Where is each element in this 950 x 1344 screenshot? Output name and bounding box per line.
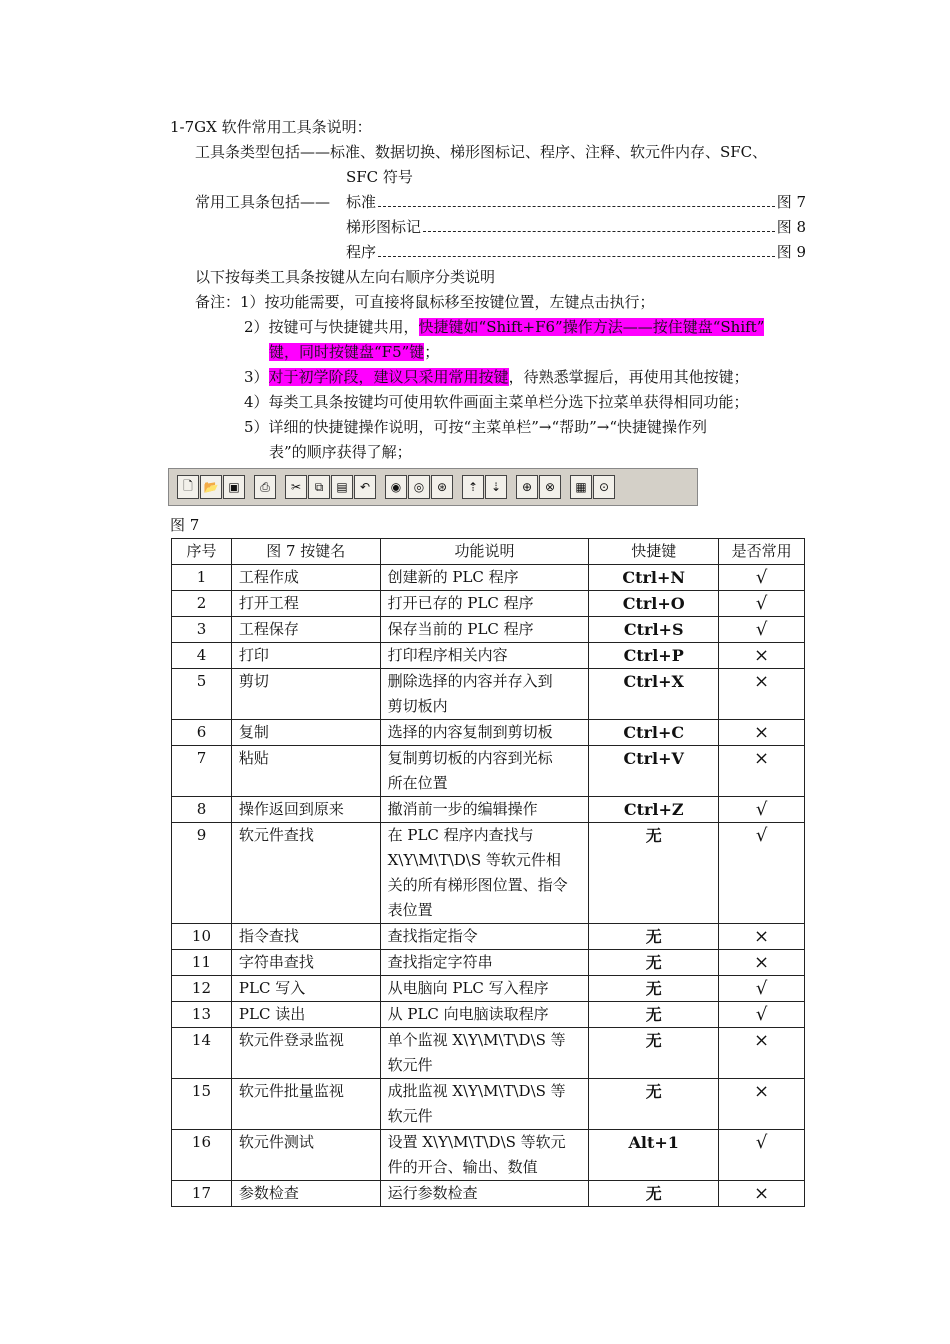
shortcut-key: 无	[589, 950, 719, 976]
button-name: 复制	[231, 720, 380, 746]
button-name: 操作返回到原来	[231, 797, 380, 823]
toolbar-group-test	[570, 475, 616, 499]
entry-monitor-icon[interactable]: ⊕	[516, 475, 538, 499]
common-use-mark: ×	[719, 950, 805, 976]
function-description	[380, 823, 589, 924]
common-use-mark: √	[719, 1002, 805, 1028]
toc-row-program: 程序 图 9	[346, 243, 806, 261]
table-header-row	[172, 539, 805, 565]
paste-icon[interactable]: ▤	[331, 475, 353, 499]
plc-write-icon[interactable]: ⇡	[462, 475, 484, 499]
shortcut-key: Alt+1	[589, 1130, 719, 1181]
device-test-icon[interactable]: ▦	[570, 475, 592, 499]
table-row	[172, 797, 805, 823]
standard-toolbar	[168, 468, 698, 506]
description-line: 运行参数检查	[387, 1184, 478, 1202]
common-use-mark: ×	[719, 746, 805, 797]
toc-row-standard: 标准 图 7	[346, 193, 806, 211]
description-line: 保存当前的 PLC 程序	[387, 620, 534, 638]
save-icon[interactable]: ▣	[223, 475, 245, 499]
function-description	[380, 1181, 589, 1207]
new-file-icon[interactable]: 🗋	[177, 475, 199, 499]
toolbar-types-continuation: SFC 符号	[346, 168, 413, 186]
description-line: 剪切板内	[387, 697, 448, 715]
description-line: 选择的内容复制到剪切板	[387, 723, 553, 741]
description-line: 表位置	[387, 901, 433, 919]
function-description	[380, 1130, 589, 1181]
table-row	[172, 1130, 805, 1181]
button-name: 打印	[231, 643, 380, 669]
common-use-mark: √	[719, 591, 805, 617]
copy-icon[interactable]: ⧉	[308, 475, 330, 499]
toolbar-group-file	[177, 475, 246, 499]
table-row	[172, 976, 805, 1002]
row-number: 16	[172, 1130, 232, 1181]
button-name: 打开工程	[231, 591, 380, 617]
common-use-mark: ×	[719, 643, 805, 669]
table-row	[172, 746, 805, 797]
description-line: 删除选择的内容并存入到	[387, 672, 553, 690]
function-description	[380, 1079, 589, 1130]
description-line: 软元件	[387, 1056, 433, 1074]
table-row	[172, 950, 805, 976]
shortcut-key: 无	[589, 1079, 719, 1130]
page-heading: 1-7GX 软件常用工具条说明：	[170, 118, 372, 136]
undo-icon[interactable]: ↶	[354, 475, 376, 499]
note-5-cont: 表”的顺序获得了解；	[269, 443, 412, 461]
description-line: 查找指定指令	[387, 927, 478, 945]
shortcut-key: 无	[589, 976, 719, 1002]
description-line: 打开已存的 PLC 程序	[387, 594, 534, 612]
common-toolbar-label: 常用工具条包括——	[195, 193, 331, 211]
button-name: 软元件查找	[231, 823, 380, 924]
cut-icon[interactable]: ✂	[285, 475, 307, 499]
shortcut-table	[171, 538, 805, 1207]
shortcut-key: Ctrl+N	[589, 565, 719, 591]
row-number: 3	[172, 617, 232, 643]
toolbar-group-edit	[285, 475, 377, 499]
table-row	[172, 669, 805, 720]
toolbar-group-print	[254, 475, 277, 499]
header-desc: 功能说明	[380, 539, 589, 565]
toolbar-types-line: 工具条类型包括——标准、数据切换、梯形图标记、程序、注释、软元件内存、SFC、	[195, 143, 768, 161]
button-name: 工程作成	[231, 565, 380, 591]
note-2-cont: 键，同时按键盘“F5”键；	[269, 343, 440, 361]
function-description	[380, 720, 589, 746]
description-line: 复制剪切板的内容到光标	[387, 749, 553, 767]
plc-read-icon[interactable]: ⇣	[485, 475, 507, 499]
note-2-highlight: 快捷键如“Shift+F6”操作方法——按住键盘“Shift”	[418, 318, 765, 336]
table-row	[172, 591, 805, 617]
table-row	[172, 1181, 805, 1207]
shortcut-key: 无	[589, 1181, 719, 1207]
common-use-mark: ×	[719, 924, 805, 950]
common-use-mark: √	[719, 797, 805, 823]
button-name: 粘贴	[231, 746, 380, 797]
description-line: 打印程序相关内容	[387, 646, 508, 664]
function-description	[380, 950, 589, 976]
common-use-mark: ×	[719, 669, 805, 720]
common-use-mark: ×	[719, 1079, 805, 1130]
function-description	[380, 1028, 589, 1079]
common-use-mark: √	[719, 823, 805, 924]
button-name: 软元件测试	[231, 1130, 380, 1181]
table-row	[172, 720, 805, 746]
function-description	[380, 643, 589, 669]
description-line: 从 PLC 向电脑读取程序	[387, 1005, 549, 1023]
header-no: 序号	[172, 539, 232, 565]
row-number: 13	[172, 1002, 232, 1028]
description-line: 关的所有梯形图位置、指令	[387, 876, 568, 894]
toolbar-group-plc	[462, 475, 508, 499]
description-line: 设置 X\Y\M\T\D\S 等软元	[387, 1133, 566, 1151]
row-number: 6	[172, 720, 232, 746]
row-number: 12	[172, 976, 232, 1002]
row-number: 2	[172, 591, 232, 617]
table-row	[172, 565, 805, 591]
note-2: 2）按键可与快捷键共用，快捷键如“Shift+F6”操作方法——按住键盘“Shift”	[244, 318, 765, 336]
note-1: 备注：1）按功能需要，可直接将鼠标移至按键位置，左键点击执行；	[195, 293, 655, 311]
row-number: 15	[172, 1079, 232, 1130]
shortcut-key: 无	[589, 1028, 719, 1079]
row-number: 11	[172, 950, 232, 976]
row-number: 5	[172, 669, 232, 720]
description-line: 成批监视 X\Y\M\T\D\S 等	[387, 1082, 566, 1100]
shortcut-key: Ctrl+S	[589, 617, 719, 643]
open-folder-icon[interactable]: 📂	[200, 475, 222, 499]
intro-text: 以下按每类工具条按键从左向右顺序分类说明	[195, 268, 496, 286]
batch-monitor-icon[interactable]: ⊗	[539, 475, 561, 499]
row-number: 14	[172, 1028, 232, 1079]
shortcut-key: 无	[589, 924, 719, 950]
description-line: 在 PLC 程序内查找与	[387, 826, 534, 844]
function-description	[380, 797, 589, 823]
function-description	[380, 924, 589, 950]
description-line: 查找指定字符串	[387, 953, 493, 971]
button-name: 软元件批量监视	[231, 1079, 380, 1130]
button-name: 工程保存	[231, 617, 380, 643]
row-number: 7	[172, 746, 232, 797]
button-name: PLC 写入	[231, 976, 380, 1002]
description-line: 从电脑向 PLC 写入程序	[387, 979, 549, 997]
row-number: 1	[172, 565, 232, 591]
shortcut-key: 无	[589, 1002, 719, 1028]
description-line: 撤消前一步的编辑操作	[387, 800, 538, 818]
function-description	[380, 565, 589, 591]
header-key: 快捷键	[589, 539, 719, 565]
table-row	[172, 924, 805, 950]
note-5: 5）详细的快捷键操作说明，可按“主菜单栏”→“帮助”→“快捷键操作列	[244, 418, 708, 436]
common-use-mark: ×	[719, 1028, 805, 1079]
table-row	[172, 1079, 805, 1130]
button-name: 字符串查找	[231, 950, 380, 976]
toc-row-ladder: 梯形图标记 图 8	[346, 218, 806, 236]
note-4: 4）每类工具条按键均可使用软件画面主菜单栏分选下拉菜单获得相同功能；	[244, 393, 749, 411]
description-line: 单个监视 X\Y\M\T\D\S 等	[387, 1031, 566, 1049]
note-3: 3）对于初学阶段，建议只采用常用按键，待熟悉掌握后，再使用其他按键；	[244, 368, 749, 386]
header-name: 图 7 按键名	[231, 539, 380, 565]
table-row	[172, 1002, 805, 1028]
toolbar-group-search	[385, 475, 454, 499]
row-number: 8	[172, 797, 232, 823]
shortcut-key: Ctrl+V	[589, 746, 719, 797]
row-number: 9	[172, 823, 232, 924]
button-name: 剪切	[231, 669, 380, 720]
function-description	[380, 617, 589, 643]
shortcut-key: Ctrl+Z	[589, 797, 719, 823]
parameter-check-icon[interactable]: ⊙	[593, 475, 615, 499]
button-name: 软元件登录监视	[231, 1028, 380, 1079]
common-use-mark: √	[719, 565, 805, 591]
shortcut-key: Ctrl+X	[589, 669, 719, 720]
function-description	[380, 1002, 589, 1028]
toolbar-group-monitor	[516, 475, 562, 499]
function-description	[380, 976, 589, 1002]
description-line: 件的开合、输出、数值	[387, 1158, 538, 1176]
common-use-mark: ×	[719, 1181, 805, 1207]
device-search-icon[interactable]: ◉	[385, 475, 407, 499]
common-use-mark: ×	[719, 720, 805, 746]
string-search-icon[interactable]: ⊛	[431, 475, 453, 499]
description-line: 软元件	[387, 1107, 433, 1125]
button-name: PLC 读出	[231, 1002, 380, 1028]
shortcut-key: 无	[589, 823, 719, 924]
button-name: 指令查找	[231, 924, 380, 950]
function-description	[380, 669, 589, 720]
row-number: 10	[172, 924, 232, 950]
header-common: 是否常用	[719, 539, 805, 565]
row-number: 4	[172, 643, 232, 669]
table-row	[172, 1028, 805, 1079]
description-line: 所在位置	[387, 774, 448, 792]
table-row	[172, 643, 805, 669]
note-2-highlight-cont: 键，同时按键盘“F5”键	[269, 343, 425, 361]
common-use-mark: √	[719, 976, 805, 1002]
figure-label: 图 7	[170, 516, 200, 534]
common-use-mark: √	[719, 1130, 805, 1181]
function-description	[380, 746, 589, 797]
description-line: 创建新的 PLC 程序	[387, 568, 519, 586]
button-name: 参数检查	[231, 1181, 380, 1207]
description-line: X\Y\M\T\D\S 等软元件相	[387, 851, 561, 869]
print-icon[interactable]: ⎙	[254, 475, 276, 499]
common-use-mark: √	[719, 617, 805, 643]
instruction-search-icon[interactable]: ◎	[408, 475, 430, 499]
note-3-highlight: 对于初学阶段，建议只采用常用按键	[268, 368, 509, 386]
table-row	[172, 617, 805, 643]
shortcut-key: Ctrl+C	[589, 720, 719, 746]
shortcut-key: Ctrl+O	[589, 591, 719, 617]
shortcut-key: Ctrl+P	[589, 643, 719, 669]
table-row	[172, 823, 805, 924]
row-number: 17	[172, 1181, 232, 1207]
function-description	[380, 591, 589, 617]
